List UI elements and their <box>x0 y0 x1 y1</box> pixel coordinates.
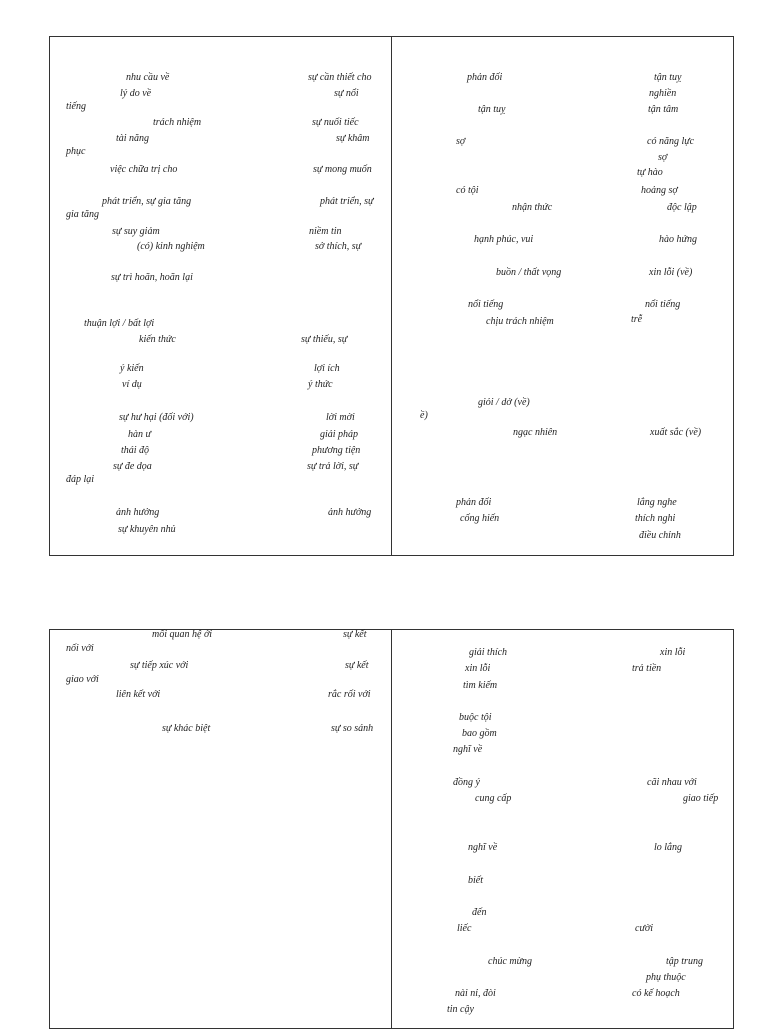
vocab-term: tìm kiếm <box>463 680 498 691</box>
vocab-sheet-1 <box>49 36 734 556</box>
vocab-term: sự đe dọa <box>113 461 152 472</box>
vocab-term: (có) kinh nghiệm <box>137 241 205 252</box>
vocab-term: giao với <box>66 674 99 685</box>
vocab-term: xin lỗi <box>465 663 491 674</box>
vocab-term: sự thiếu, sự <box>301 334 348 345</box>
vocab-term: có tội <box>456 185 479 196</box>
vocab-term: xin lỗi <box>660 647 686 658</box>
vocab-term: phản đối <box>467 72 503 83</box>
vocab-term: thích nghi <box>635 513 676 524</box>
vocab-term: ề) <box>420 410 428 421</box>
vocab-term: cãi nhau với <box>647 777 697 788</box>
vocab-term: lắng nghe <box>637 497 677 508</box>
vocab-term: tài năng <box>116 133 150 144</box>
vocab-term: sự nổi <box>334 88 359 99</box>
vocab-term: nhu cầu về <box>126 72 170 83</box>
vocab-term: sự mong muốn <box>313 164 372 175</box>
vocab-term: cung cấp <box>475 793 512 804</box>
vocab-term: trả tiền <box>632 663 662 674</box>
vocab-term: nài nỉ, đòi <box>455 988 496 999</box>
vocab-term: sợ <box>658 152 668 163</box>
vocab-term: sự so sánh <box>331 723 374 734</box>
vocab-term: thái độ <box>121 445 150 456</box>
vocab-term: sự trả lời, sự <box>307 461 359 472</box>
vocab-term: sở thích, sự <box>315 241 362 252</box>
vocab-term: tập trung <box>666 956 703 967</box>
vocab-term: lý do về <box>120 88 152 99</box>
vocab-term: sự tiếp xúc với <box>130 660 189 671</box>
vocab-term: sự cần thiết cho <box>308 72 372 83</box>
column-divider <box>391 630 392 1028</box>
vocab-term: nghĩ về <box>468 842 498 853</box>
vocab-term: buộc tội <box>459 712 492 723</box>
vocab-term: giỏi / dở (về) <box>478 397 530 408</box>
vocab-term: buồn / thất vọng <box>496 267 562 278</box>
vocab-term: nghĩ về <box>453 744 483 755</box>
vocab-term: tận tuỵ <box>478 104 506 115</box>
vocab-term: đáp lại <box>66 474 95 485</box>
vocab-term: tự hào <box>637 167 663 178</box>
vocab-term: sợ <box>456 136 466 147</box>
vocab-term: hoảng sợ <box>641 185 678 196</box>
vocab-term: xuất sắc (về) <box>650 427 702 438</box>
vocab-term: sự khuyên nhủ <box>118 524 176 535</box>
vocab-term: tin cậy <box>447 1004 474 1015</box>
vocab-term: trễ <box>631 314 643 325</box>
vocab-term: việc chữa trị cho <box>110 164 178 175</box>
vocab-term: sự nuối tiếc <box>312 117 359 128</box>
vocab-term: có kế hoạch <box>632 988 680 999</box>
vocab-term: lời mời <box>326 412 355 423</box>
vocab-term: hàn ư <box>128 429 151 440</box>
vocab-term: chúc mừng <box>488 956 533 967</box>
vocab-term: biết <box>468 875 483 886</box>
vocab-term: ý kiến <box>120 363 144 374</box>
vocab-term: hào hứng <box>659 234 697 245</box>
vocab-term: chịu trách nhiệm <box>486 316 554 327</box>
vocab-term: có năng lực <box>647 136 695 147</box>
vocab-term: tận tâm <box>648 104 679 115</box>
vocab-term: đồng ý <box>453 777 480 788</box>
vocab-term: giao tiếp <box>683 793 719 804</box>
vocab-term: nghiền <box>649 88 677 99</box>
vocab-term: phụ thuộc <box>646 972 686 983</box>
vocab-term: sự suy giảm <box>112 226 160 237</box>
vocab-term: tiếng <box>66 101 86 112</box>
vocab-term: thuận lợi / bất lợi <box>84 318 155 329</box>
vocab-term: nhận thức <box>512 202 553 213</box>
vocab-term: phục <box>66 146 86 157</box>
vocab-term: gia tăng <box>66 209 100 220</box>
vocab-term: nổi tiếng <box>468 299 504 310</box>
vocab-term: xin lỗi (về) <box>649 267 693 278</box>
vocab-term: ảnh hưởng <box>328 507 372 518</box>
vocab-term: nối với <box>66 643 94 654</box>
vocab-term: bao gồm <box>462 728 497 739</box>
vocab-term: tận tuỵ <box>654 72 682 83</box>
vocab-term: hạnh phúc, vui <box>474 234 534 245</box>
vocab-term: lo lắng <box>654 842 683 853</box>
vocab-term: điều chỉnh <box>639 530 681 541</box>
vocab-term: rắc rối với <box>328 689 371 700</box>
vocab-term: sự kết <box>345 660 369 671</box>
vocab-term: sự khác biệt <box>162 723 211 734</box>
vocab-term: đến <box>472 907 487 918</box>
vocab-sheet-2 <box>49 629 734 1029</box>
vocab-term: niềm tin <box>309 226 342 237</box>
vocab-term: độc lập <box>667 202 697 213</box>
vocab-term: sự hư hại (đối với) <box>119 412 194 423</box>
vocab-term: sự trì hoãn, hoãn lại <box>111 272 193 283</box>
vocab-term: liên kết với <box>116 689 161 700</box>
vocab-term: ngạc nhiên <box>513 427 558 438</box>
vocab-term: cống hiến <box>460 513 500 524</box>
vocab-term: phản đối <box>456 497 492 508</box>
vocab-term: giải thích <box>469 647 508 658</box>
vocab-term: mối quan hệ ới <box>152 629 213 640</box>
vocab-term: ví dụ <box>122 379 142 390</box>
vocab-term: giải pháp <box>320 429 359 440</box>
vocab-term: ảnh hưởng <box>116 507 160 518</box>
column-divider <box>391 37 392 555</box>
vocab-term: kiến thức <box>139 334 176 345</box>
vocab-term: ý thức <box>308 379 333 390</box>
vocab-term: sự kết <box>343 629 367 640</box>
vocab-term: nổi tiếng <box>645 299 681 310</box>
vocab-term: liếc <box>457 923 472 934</box>
vocab-term: sự khâm <box>336 133 370 144</box>
vocab-term: phương tiện <box>312 445 361 456</box>
vocab-term: phát triển, sự <box>320 196 374 207</box>
vocab-term: trách nhiệm <box>153 117 202 128</box>
vocab-term: phát triển, sự gia tăng <box>102 196 192 207</box>
vocab-term: lợi ích <box>314 363 340 374</box>
vocab-term: cười <box>635 923 654 934</box>
